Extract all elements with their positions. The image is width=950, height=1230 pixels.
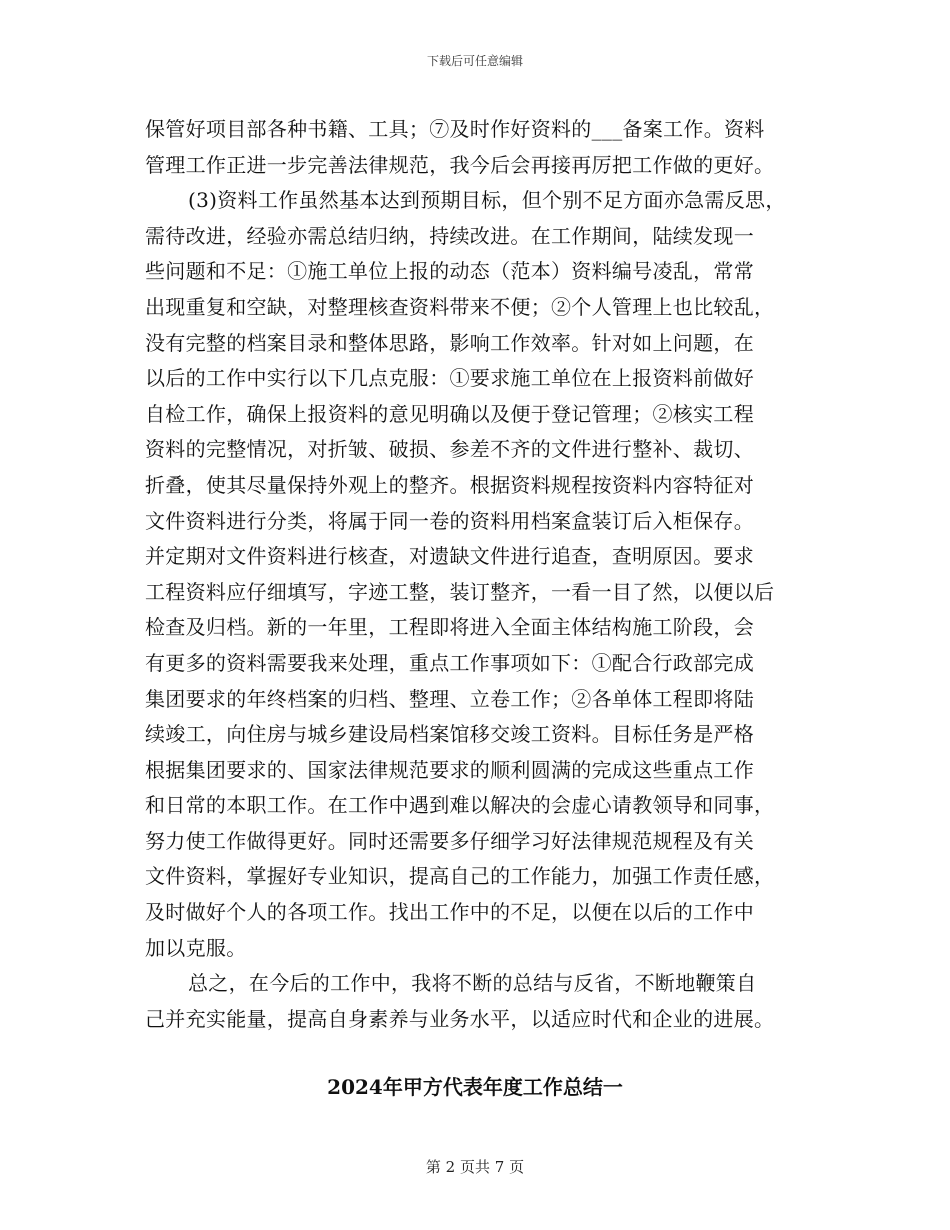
text-line: 检查及归档。新的一年里，工程即将进入全面主体结构施工阶段，会 bbox=[145, 615, 754, 640]
page-footer: 第 2 页共 7 页 bbox=[425, 1158, 525, 1176]
text-line: 和日常的本职工作。在工作中遇到难以解决的会虚心请教领导和同事， bbox=[145, 793, 775, 818]
text-line: 折叠，使其尽量保持外观上的整齐。根据资料规程按资料内容特征对 bbox=[145, 472, 754, 497]
paragraph bbox=[145, 183, 825, 966]
text-line: 出现重复和空缺，对整理核查资料带来不便；②个人管理上也比较乱， bbox=[145, 294, 775, 319]
text-line: 总之，在今后的工作中，我将不断的总结与反省，不断地鞭策自 bbox=[188, 971, 757, 996]
paragraph bbox=[145, 966, 825, 1037]
text-line: 些问题和不足：①施工单位上报的动态（范本）资料编号凌乱，常常 bbox=[145, 259, 754, 284]
section-title: 2024年甲方代表年度工作总结一 bbox=[327, 1075, 623, 1099]
text-line: 并定期对文件资料进行核查，对遗缺文件进行追查，查明原因。要求 bbox=[145, 544, 754, 569]
text-line: 没有完整的档案目录和整体思路，影响工作效率。针对如上问题，在 bbox=[145, 330, 754, 355]
text-line: 文件资料，掌握好专业知识，提高自己的工作能力，加强工作责任感， bbox=[145, 864, 775, 889]
document-body bbox=[145, 112, 825, 1037]
text-line: 文件资料进行分类，将属于同一卷的资料用档案盒装订后入柜保存。 bbox=[145, 508, 754, 533]
text-line: 根据集团要求的、国家法律规范要求的顺利圆满的完成这些重点工作 bbox=[145, 757, 754, 782]
text-line: 集团要求的年终档案的归档、整理、立卷工作；②各单体工程即将陆 bbox=[145, 686, 754, 711]
paragraph bbox=[145, 112, 825, 183]
text-line: 加以克服。 bbox=[145, 935, 247, 960]
text-line: 有更多的资料需要我来处理，重点工作事项如下：①配合行政部完成 bbox=[145, 650, 754, 675]
page-header: 下载后可任意编辑 bbox=[426, 54, 523, 68]
text-line: 及时做好个人的各项工作。找出工作中的不足，以便在以后的工作中 bbox=[145, 900, 754, 925]
text-line: 需待改进，经验亦需总结归纳，持续改进。在工作期间，陆续发现一 bbox=[145, 223, 754, 248]
text-line: 管理工作正进一步完善法律规范，我今后会再接再厉把工作做的更好。 bbox=[145, 152, 775, 177]
text-line: 工程资料应仔细填写，字迹工整，装订整齐，一看一目了然，以便以后 bbox=[145, 579, 775, 604]
text-line: 续竣工，向住房与城乡建设局档案馆移交竣工资料。目标任务是严格 bbox=[145, 722, 754, 747]
text-line: 自检工作，确保上报资料的意见明确以及便于登记管理；②核实工程 bbox=[145, 401, 754, 426]
text-line: 资料的完整情况，对折皱、破损、参差不齐的文件进行整补、裁切、 bbox=[145, 437, 754, 462]
text-line: (3)资料工作虽然基本达到预期目标，但个别不足方面亦急需反思， bbox=[188, 188, 786, 213]
text-line: 保管好项目部各种书籍、工具；⑦及时作好资料的___备案工作。资料 bbox=[145, 117, 765, 141]
text-line: 以后的工作中实行以下几点克服：①要求施工单位在上报资料前做好 bbox=[145, 366, 754, 391]
text-line: 努力使工作做得更好。同时还需要多仔细学习好法律规范规程及有关 bbox=[145, 828, 754, 853]
text-line: 己并充实能量，提高自身素养与业务水平，以适应时代和企业的进展。 bbox=[145, 1006, 775, 1031]
